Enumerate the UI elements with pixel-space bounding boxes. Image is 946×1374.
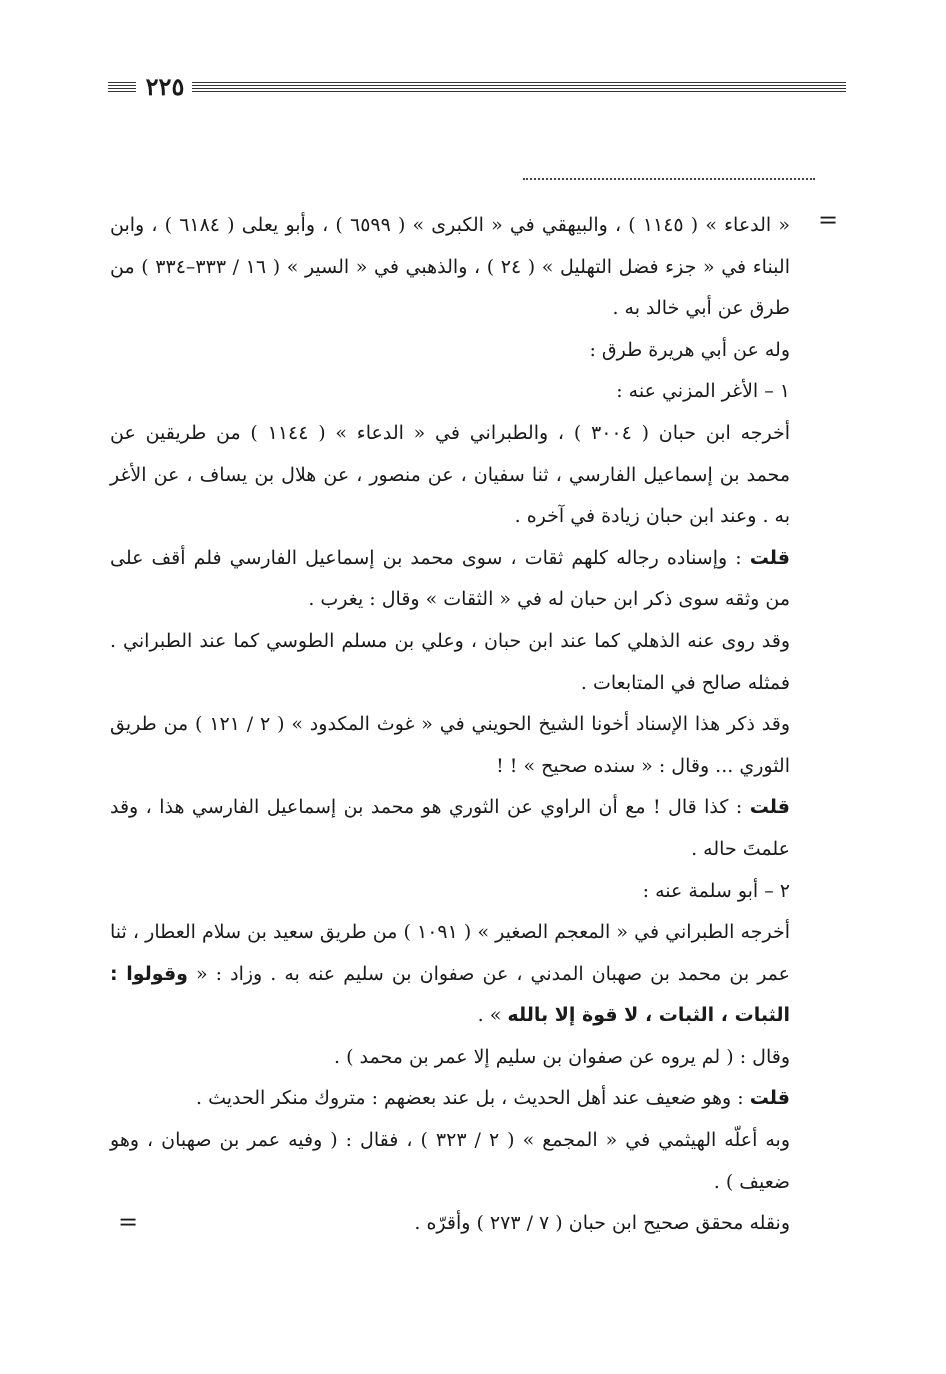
line-text: به . وعند ابن حبان زيادة في آخره .: [514, 505, 790, 528]
text-line: [110, 247, 790, 289]
line-text: : كذا قال ! مع أن الراوي عن الثوري هو محمد بن إسماعيل الفارسي هذا ، وقد: [110, 796, 750, 819]
text-line: [110, 829, 790, 871]
line-text: وقد روى عنه الذهلي كما عند ابن حبان ، وعلي بن مسلم الطوسي كما عند الطبراني .: [110, 629, 790, 652]
line-text: ٢ – أبو سلمة عنه :: [642, 879, 790, 902]
continuation-mark-top: =: [818, 206, 839, 234]
text-line: [110, 621, 790, 663]
text-line: [110, 787, 790, 829]
text-line: [110, 1203, 790, 1245]
footnote-body: [110, 205, 790, 1245]
bold-quote: وقولوا :: [110, 962, 188, 985]
text-line: [110, 288, 790, 330]
line-text: » .: [477, 1004, 508, 1027]
header-rule-left: [108, 82, 136, 94]
text-line: [110, 1078, 790, 1120]
keyword-qultu: قلت: [749, 1087, 790, 1110]
text-line: [110, 330, 790, 372]
footnote-separator: [523, 164, 815, 180]
text-line: [110, 704, 790, 746]
text-line: [110, 413, 790, 455]
line-text: أخرجه الطبراني في « المعجم الصغير » ( ١٠٩١ ) من طريق سعيد بن سلام العطار ، ثنا: [110, 921, 790, 944]
header-rule-right: [192, 82, 846, 94]
line-text: أخرجه ابن حبان ( ٣٠٠٤ ) ، والطبراني في « الدعاء » ( ١١٤٤ ) من طريقين عن: [110, 421, 791, 444]
text-line: [110, 371, 790, 413]
line-text: محمد بن إسماعيل الفارسي ، ثنا سفيان ، عن منصور ، عن هلال بن يساف ، عن الأغر: [110, 463, 790, 486]
text-line: [110, 205, 790, 247]
line-text: وقد ذكر هذا الإسناد أخونا الشيخ الحويني في « غوث المكدود » ( ٢ / ١٢١ ) من طريق: [110, 713, 790, 736]
text-line: [110, 1162, 790, 1204]
text-line: [110, 871, 790, 913]
line-text: علمتَ حاله .: [691, 837, 790, 860]
text-line: [110, 496, 790, 538]
text-line: [110, 663, 790, 705]
line-text: ضعيف ) .: [713, 1170, 790, 1193]
line-text: ١ – الأغر المزني عنه :: [616, 380, 790, 403]
text-line: [110, 455, 790, 497]
line-text: البناء في « جزء فضل التهليل » ( ٢٤ ) ، والذهبي في « السير » ( ١٦ / ٣٣٣–٣٣٤ ) من: [110, 255, 790, 278]
line-text: ونقله محقق صحيح ابن حبان ( ٧ / ٢٧٣ ) وأقرّه .: [414, 1212, 790, 1235]
text-line: [110, 912, 790, 954]
text-line: [110, 746, 790, 788]
text-line: [110, 1037, 790, 1079]
page-header: [108, 72, 846, 102]
line-text: وبه أعلّه الهيثمي في « المجمع » ( ٢ / ٣٢٣ ) ، فقال : ( وفيه عمر بن صهبان ، وهو: [110, 1129, 791, 1152]
keyword-qultu: قلت: [749, 546, 790, 569]
line-text: « الدعاء » ( ١١٤٥ ) ، والبيهقي في « الكبرى » ( ٦٥٩٩ ) ، وأبو يعلى ( ٦١٨٤ ) ، وابن: [110, 214, 790, 236]
line-text: وقال : ( لم يروه عن صفوان بن سليم إلا عمر بن محمد ) .: [333, 1045, 790, 1068]
text-line: [110, 579, 790, 621]
bold-quote: الثبات ، الثبات ، لا قوة إلا بالله: [507, 1004, 790, 1027]
line-text: : وإسناده رجاله كلهم ثقات ، سوى محمد بن إسماعيل الفارسي فلم أقف على: [110, 546, 750, 569]
line-text: عمر بن محمد بن صهبان المدني ، عن صفوان بن سليم عنه به . وزاد : «: [187, 962, 790, 985]
line-text: طرق عن أبي خالد به .: [612, 297, 790, 320]
keyword-qultu: قلت: [749, 796, 790, 819]
line-text: الثوري ... وقال : « سنده صحيح » ! !: [496, 754, 790, 777]
line-text: وله عن أبي هريرة طرق :: [589, 338, 790, 361]
line-text: من وثقه سوى ذكر ابن حبان له في « الثقات » وقال : يغرب .: [308, 588, 790, 611]
line-text: : وهو ضعيف عند أهل الحديث ، بل عند بعضهم : متروك منكر الحديث .: [196, 1087, 750, 1110]
text-line: [110, 1120, 790, 1162]
text-line: [110, 538, 790, 580]
continuation-mark-bottom: =: [118, 1208, 139, 1236]
page-number: ٢٢٥: [145, 72, 185, 101]
line-text: فمثله صالح في المتابعات .: [580, 671, 790, 694]
text-line: [110, 954, 790, 996]
text-line: [110, 995, 790, 1037]
